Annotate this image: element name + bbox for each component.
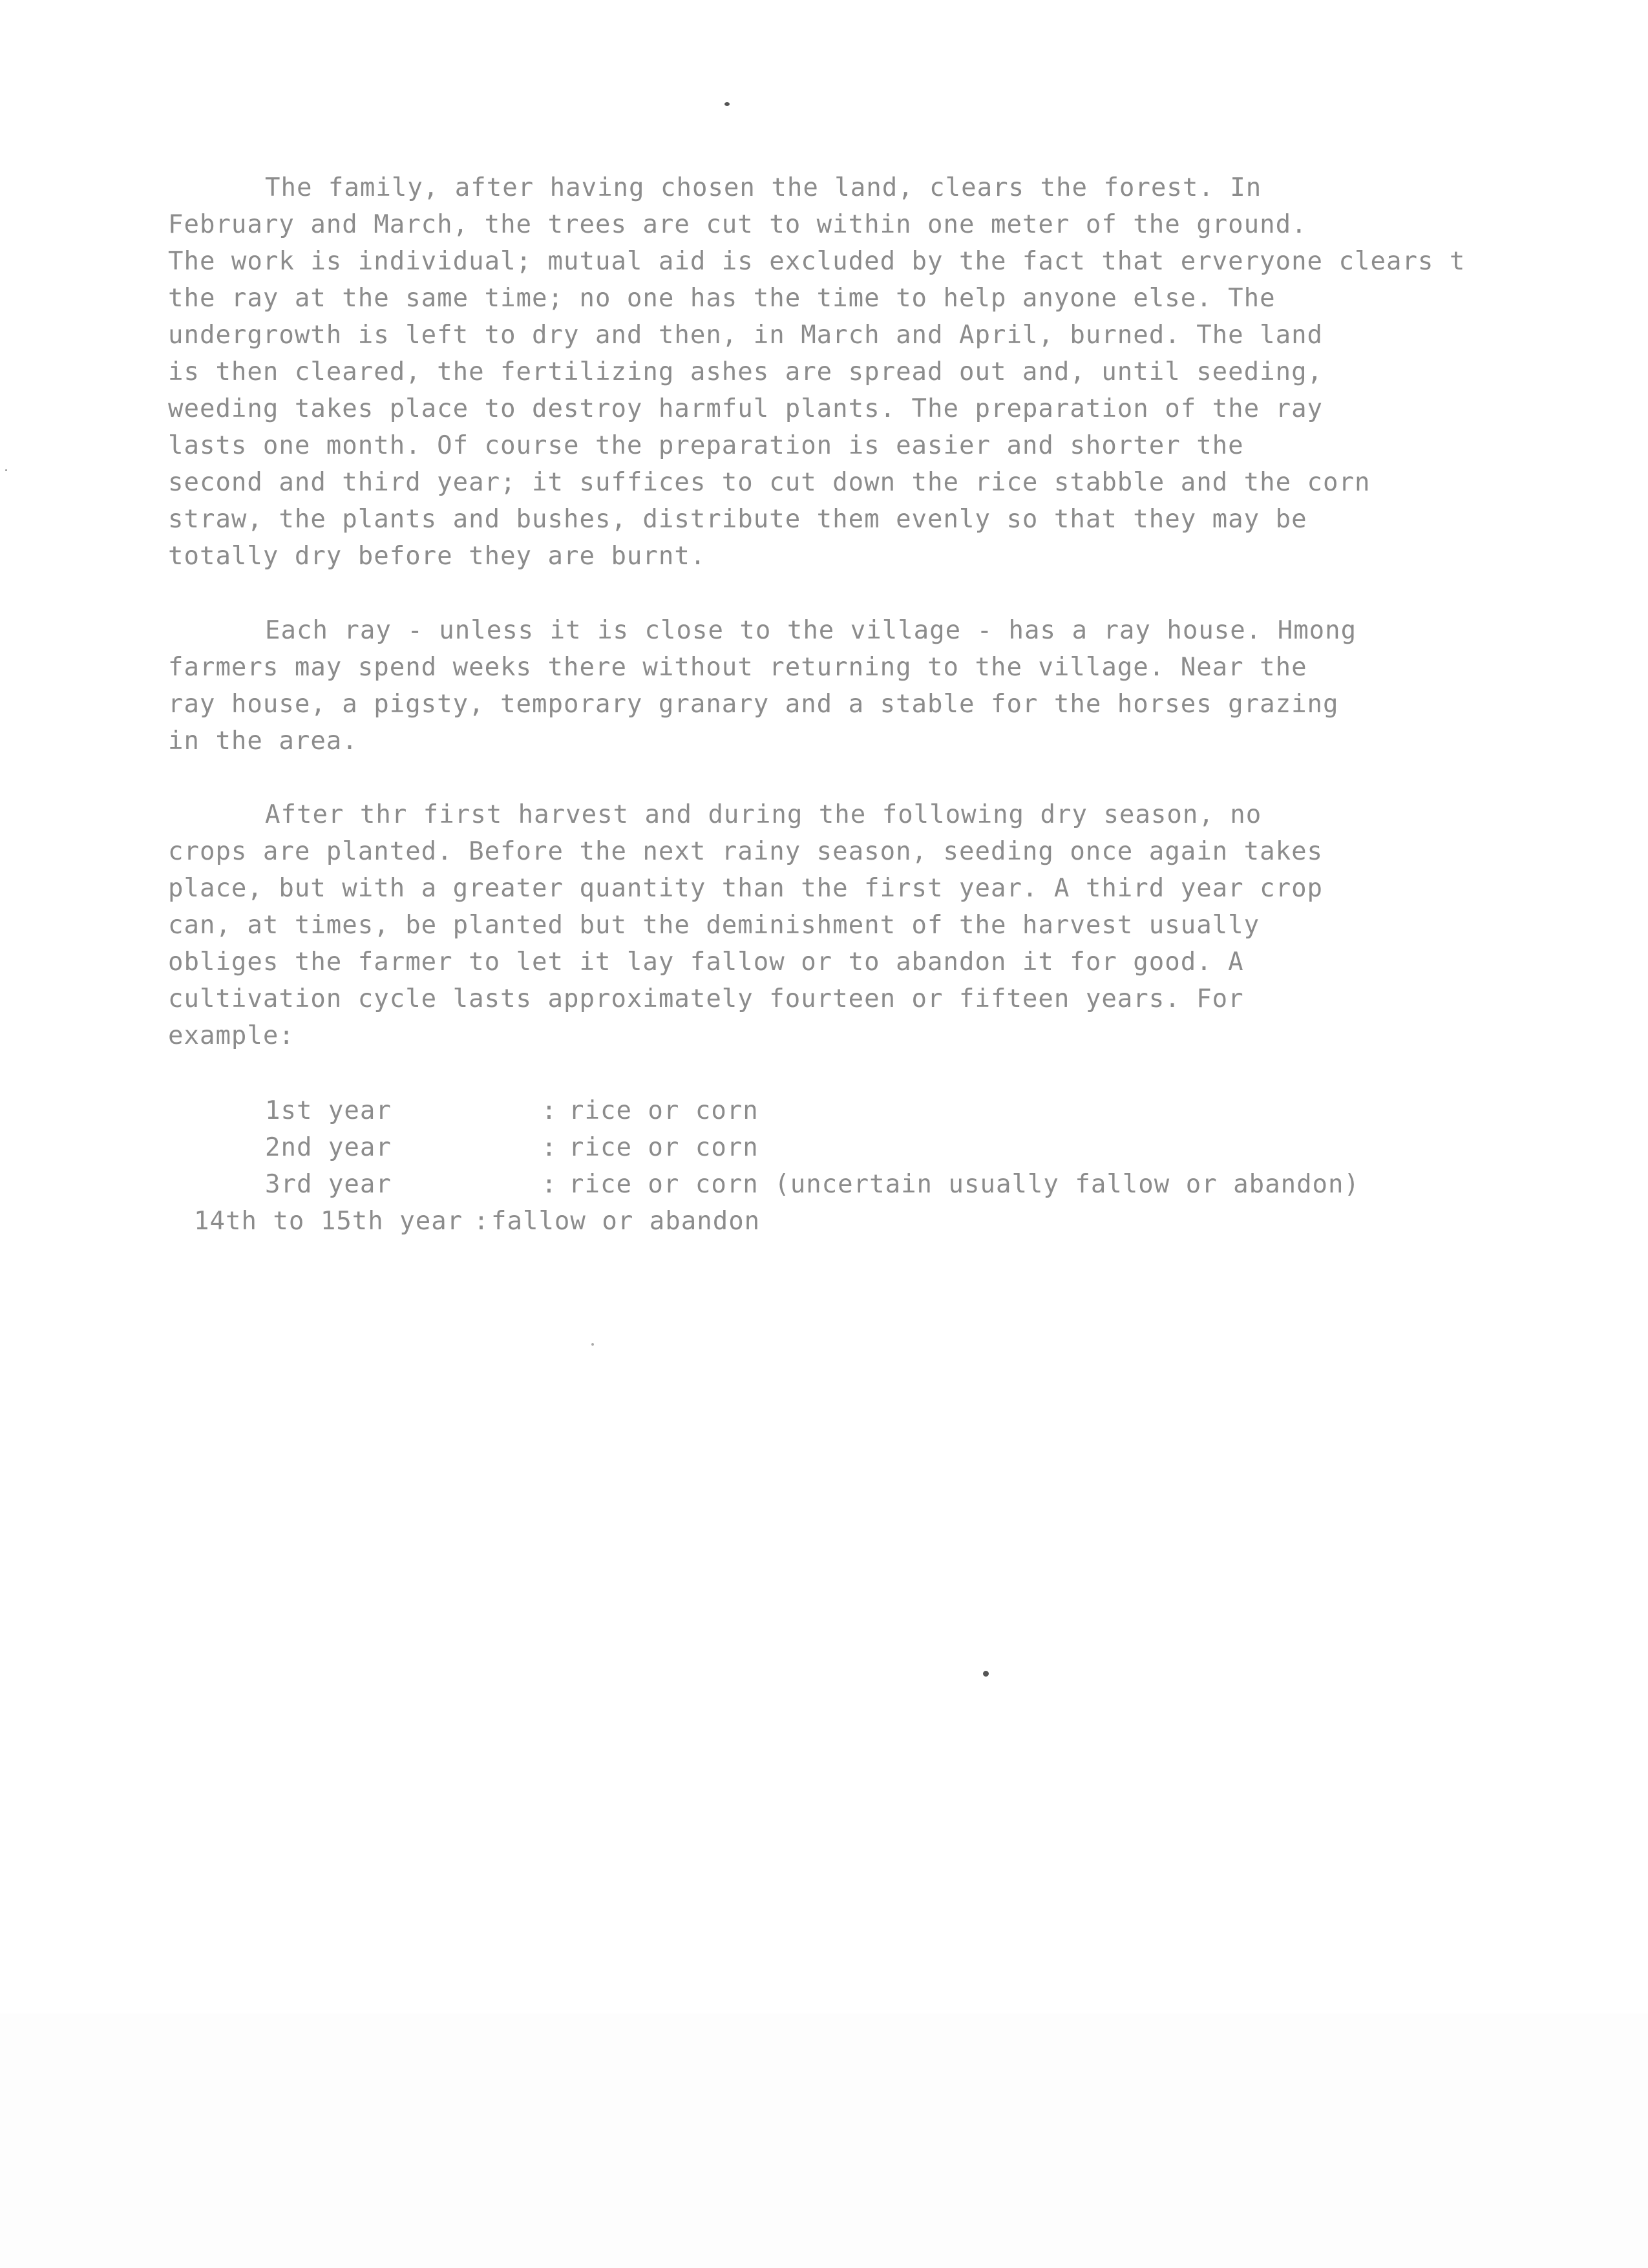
cycle-crop: fallow or abandon [491,1207,761,1236]
paragraph-line: ray house, a pigsty, temporary granary and a stable for the horses grazing [168,690,1339,719]
paragraph-line: is then cleared, the fertilizing ashes are spread out and, until seeding, [168,357,1324,387]
cycle-separator: : [541,1096,558,1125]
table-row [265,1129,1360,1166]
paragraph-line: weeding takes place to destroy harmful plants. The preparation of the ray [168,394,1324,423]
paragraph-line: totally dry before they are burnt. [168,542,706,571]
cultivation-cycle-table [194,1092,1360,1240]
paragraph-line: second and third year; it suffices to cut down the rice stabble and the corn [168,468,1371,497]
cycle-year: 14th to 15th year [194,1207,463,1236]
paragraph-line: can, at times, be planted but the deminishment of the harvest usually [168,911,1260,940]
cycle-year: 1st year [265,1096,392,1125]
table-row [265,1092,1360,1129]
paragraph-line: February and March, the trees are cut to within one meter of the ground. [168,210,1307,239]
cycle-crop: rice or corn (uncertain usually fallow or abandon) [569,1170,1360,1199]
table-row [194,1203,1360,1240]
paper-speck [591,1343,594,1346]
paragraph-line: the ray at the same time; no one has the time to help anyone else. The [168,284,1276,313]
paper-speck [983,1671,989,1677]
paragraph-line: Each ray - unless it is close to the village - has a ray house. Hmong [265,616,1357,645]
cycle-crop: rice or corn [569,1133,759,1162]
cycle-crop: rice or corn [569,1096,759,1125]
paragraph-line: place, but with a greater quantity than the first year. A third year crop [168,874,1324,903]
paragraph-line: lasts one month. Of course the preparation is easier and shorter the [168,431,1244,460]
paragraph-line: in the area. [168,726,358,756]
cycle-year: 2nd year [265,1133,392,1162]
paragraph-cultivation-cycle [168,796,1564,1054]
cycle-separator: : [473,1207,490,1236]
table-row [265,1166,1360,1203]
paper-bottom-edge [0,2013,1648,2268]
paragraph-line: straw, the plants and bushes, distribute them evenly so that they may be [168,505,1307,534]
cycle-year: 3rd year [265,1170,392,1199]
paragraph-line: crops are planted. Before the next rainy season, seeding once again takes [168,837,1324,866]
paragraph-line: The work is individual; mutual aid is excluded by the fact that erveryone clears t [168,247,1466,276]
paragraph-line: undergrowth is left to dry and then, in March and April, burned. The land [168,321,1324,350]
paragraph-land-clearing [168,169,1564,575]
cycle-separator: : [541,1133,558,1162]
paragraph-line: obliges the farmer to let it lay fallow or to abandon it for good. A [168,948,1244,977]
paragraph-line: The family, after having chosen the land, clears the forest. In [265,173,1262,202]
paragraph-line: farmers may spend weeks there without returning to the village. Near the [168,653,1307,682]
paragraph-line: example: [168,1021,295,1050]
corner-punch-mark [6,19,110,26]
paragraph-line: After thr first harvest and during the following dry season, no [265,800,1262,829]
cycle-separator: : [541,1170,558,1199]
paragraph-ray-house [168,612,1564,759]
paper-speck [724,102,730,106]
paper-speck [5,469,7,471]
paragraph-line: cultivation cycle lasts approximately fourteen or fifteen years. For [168,984,1244,1013]
